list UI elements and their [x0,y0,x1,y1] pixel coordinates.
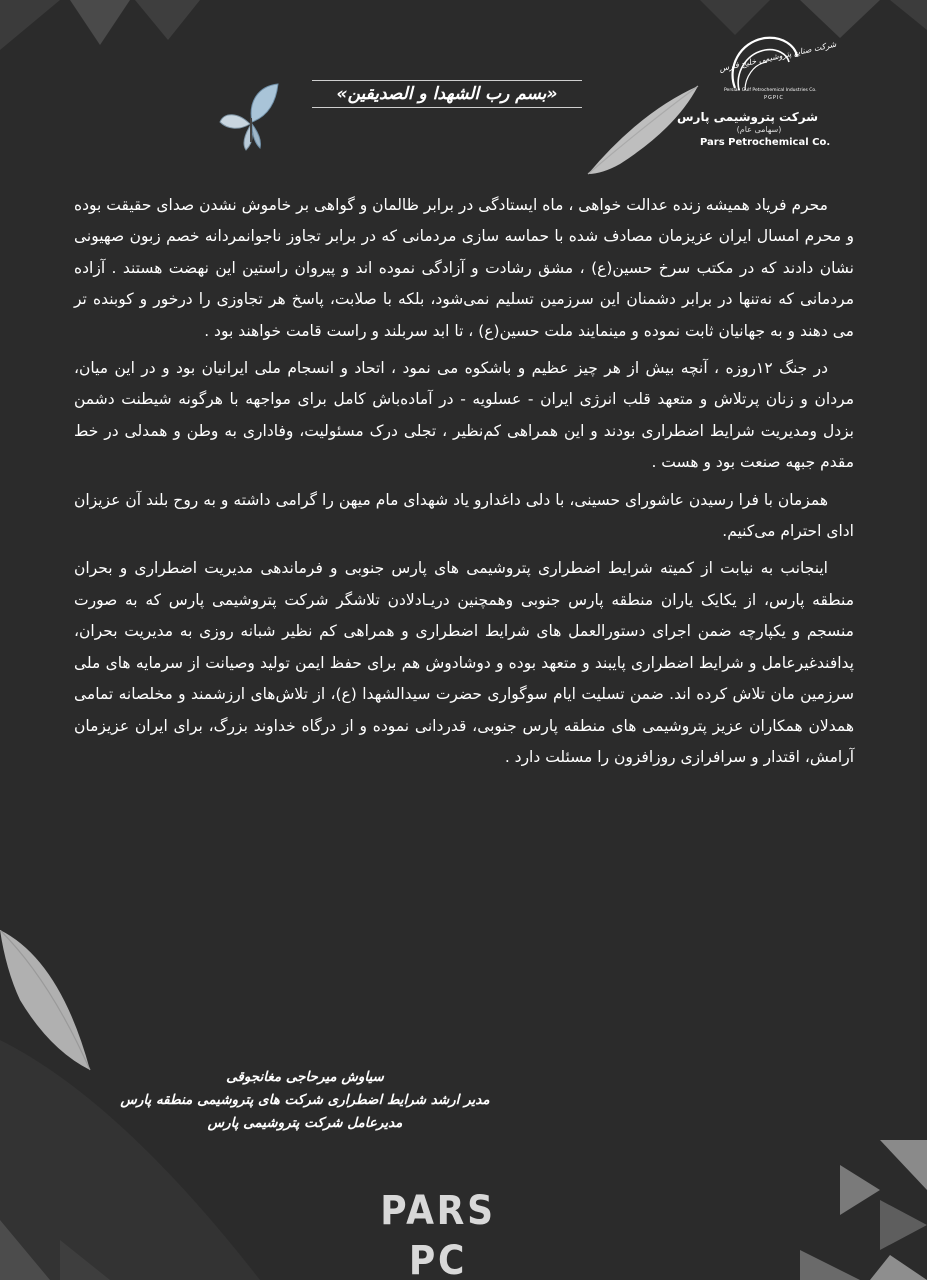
logo-name-fa: شرکت پتروشیمی پارس [677,110,818,124]
feather-icon-top [580,82,702,180]
logo-name-fa-sub: (سهامی عام) [736,125,782,134]
butterfly-icon [218,82,282,152]
paragraph-4: اینجانب به نیابت از کمیته شرایط اضطراری پتروشیمی های پارس جنوبی و فرماندهی مدیریت اضطراری و بحران منطقه پارس، از یکایک یاران منطقه پارس جنوبی وهمچنین دریـادلادن تلاشگر شرکت پتروشیمی پارس که به صورت منسجم و یکپارچه ضمن اجرای دستورالعمل های شرایط اضطراری و همراهی کم نظیر شبانه روزی به مدیریت بحران، پدافندغیرعامل و شرایط اضطراری پایبند و متعهد بوده و دوشادوش هم برای حفظ ایمن تولید وصیانت از سرمایه های ملی سرزمین مان تلاش کرده اند. ضمن تسلیت ایام سوگواری حضرت سیدالشهدا (ع)، از تلاش‌های ارزشمند و مخلصانه تمامی همدلان همکاران عزیز پتروشیمی های منطقه پارس جنوبی، قدردانی نموده و از درگاه خداوند بزرگ، برای ایران عزیزمان آرامش، اقتدار و سرافرازی روزافزون را مسئلت دارد . [74,559,854,766]
logo-pgpic: PGPIC [764,95,784,101]
paragraph-3: همزمان با فرا رسیدن عاشورای حسینی، با دلی داغدارو یاد شهدای مام میهن را گرامی داشته و به روح بلند آن عزیزان ادای احترام می‌کنیم. [74,490,854,541]
signatory-name: سیاوش میرحاجی مغانجوقی [226,1069,384,1085]
pars-pc-footer-logo: PARS PC [380,1188,496,1280]
background-triangles-bottom-right [760,1130,927,1280]
signatory-title-1: مدیر ارشد شرایط اضطراری شرکت های پتروشیمی منطقه پارس [120,1092,490,1108]
letter-body [74,190,854,779]
background-triangles-bottom-left [0,1180,140,1280]
logo-company-en-small: Persian Gulf Petrochemical Industries Co. [724,88,817,93]
logo-company-script: شرکت صنایع پتروشیمی خلیج فارس [718,39,838,74]
paragraph-2: در جنگ ۱۲روزه ، آنچه بیش از هر چیز عظیم و باشکوه می نمود ، اتحاد و انسجام ملی ایرانیان بود و در این میان، مردان و زنان پرتلاش و متعهد قلب انرژی ایران - عسلویه - در آماده‌باش کامل برای مواجهه با هرگونه شیطنت دشمن بزدل ومدیریت شرایط اضطراری بودند و این همراهی کم‌نظیر ، تجلی درک مسئولیت، وفاداری به وطن و همدلی در خط مقدم جبهه صنعت بود و هست . [74,359,854,472]
feather-icon-left [0,930,96,1080]
signatory-title-2: مدیرعامل شرکت پتروشیمی پارس [207,1115,403,1131]
basmala-heading: «بسم رب الشهدا و الصدیقین» [312,80,582,108]
background-triangles-top-left [0,0,200,60]
logo-name-en: Pars Petrochemical Co. [700,137,831,148]
company-logo [677,30,838,148]
paragraph-1: محرم فریاد همیشه زنده عدالت خواهی ، ماه ایستادگی در برابر ظالمان و گواهی بر خاموش نشدن صدای حقیقت بوده و محرم امسال ایران عزیزمان مصادف شده با حماسه سازی مردمانی که در برابر تجاوز ناجوانمردانه خصم زبون صهیونی نشان دادند که در مکتب سرخ حسین(ع) ، مشق رشادت و آزادگی نموده اند و پیروان راستین این نهضت هستند . آزاده مردمانی که نه‌تنها در برابر دشمنان این سرزمین تسلیم نمی‌شود، بلکه با صلابت، پاسخ هر تجاوزی را درخور و کوبنده تر می دهند و به جهانیان ثابت نموده و مینمایند ملت حسین(ع) ، تا ابد سربلند و راست قامت خواهند بود . [74,196,854,340]
signature-block [70,1066,540,1135]
